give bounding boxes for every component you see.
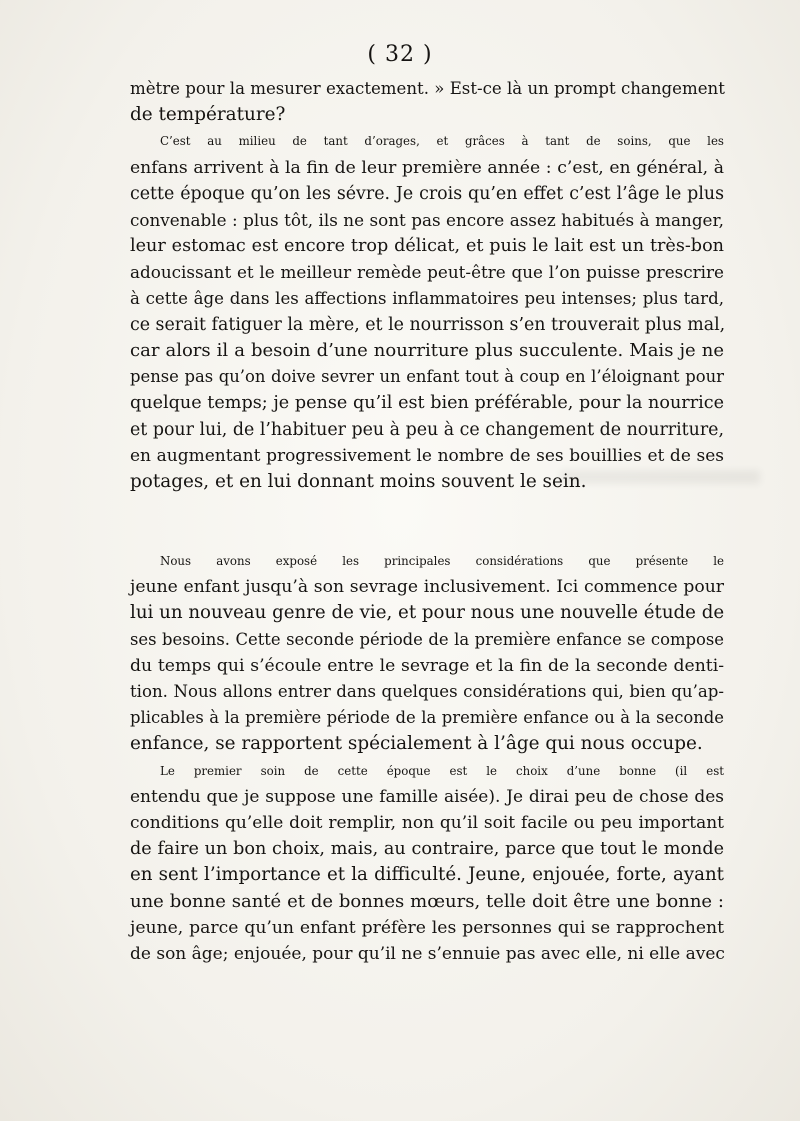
text-line: et pour lui, de l’habituer peu à peu à ce changement de nourriture, xyxy=(130,419,724,440)
text-line: tion. Nous allons entrer dans quelques considérations qui, bien qu’ap- xyxy=(130,682,724,702)
text-line: en sent l’importance et la difficulté. Jeune, enjouée, forte, ayant xyxy=(130,864,724,886)
text-line: C’est au milieu de tant d’orages, et grâces à tant de soins, que les xyxy=(160,134,724,149)
text-line: entendu que je suppose une famille aisée). Je dirai peu de chose des xyxy=(130,786,724,807)
text-line: adoucissant et le meilleur remède peut-être que l’on puisse prescrire xyxy=(130,262,724,283)
text-line: convenable : plus tôt, ils ne sont pas encore assez habitués à manger, xyxy=(130,210,724,231)
text-line: Le premier soin de cette époque est le choix d’une bonne (il est xyxy=(160,763,724,778)
text-line: lui un nouveau genre de vie, et pour nous une nouvelle étude de xyxy=(130,602,725,624)
text-line: à cette âge dans les affections inflammatoires peu intenses; plus tard, xyxy=(130,288,724,308)
text-line: cette époque qu’on les sévre. Je crois qu’en effet c’est l’âge le plus xyxy=(130,183,724,204)
text-line: de faire un bon choix, mais, au contraire, parce que tout le monde xyxy=(130,839,724,860)
text-line: de température? xyxy=(130,104,286,126)
page-number: ( 32 ) xyxy=(367,42,433,67)
text-line: une bonne santé et de bonnes mœurs, telle doit être une bonne : xyxy=(130,890,724,912)
text-line: Nous avons exposé les principales considérations que présente le xyxy=(160,554,724,568)
text-line: car alors il a besoin d’une nourriture plus succulente. Mais je ne xyxy=(130,340,724,362)
text-line: ce serait fatiguer la mère, et le nourrisson s’en trouverait plus mal, xyxy=(130,314,726,335)
paragraph-block-1 xyxy=(130,76,724,495)
text-line: conditions qu’elle doit remplir, non qu’il soit facile ou peu important xyxy=(130,813,724,834)
text-line: plicables à la première période de la première enfance ou à la seconde xyxy=(130,708,724,728)
text-line: mètre pour la mesurer exactement. » Est-ce là un prompt changement xyxy=(130,79,725,98)
text-line: enfans arrivent à la fin de leur première année : c’est, en général, à xyxy=(130,157,724,178)
text-line: pense pas qu’on doive sevrer un enfant tout à coup en l’éloignant pour xyxy=(130,367,724,387)
text-line: leur estomac est encore trop délicat, et puis le lait est un très-bon xyxy=(130,236,724,257)
text-line: ses besoins. Cette seconde période de la première enfance se compose xyxy=(130,629,724,649)
text-line: de son âge; enjouée, pour qu’il ne s’ennuie pas avec elle, ni elle avec xyxy=(130,944,725,965)
text-line: jeune enfant jusqu’à son sevrage inclusivement. Ici commence pour xyxy=(130,577,724,598)
paragraph-block-2 xyxy=(130,548,724,967)
text-line: jeune, parce qu’un enfant préfère les personnes qui se rapprochent xyxy=(130,917,724,938)
text-line: enfance, se rapportent spécialement à l’âge qui nous occupe. xyxy=(130,733,703,755)
text-line: en augmentant progressivement le nombre de ses bouillies et de ses xyxy=(130,445,724,466)
text-line: quelque temps; je pense qu’il est bien préférable, pour la nourrice xyxy=(130,393,724,414)
text-line: potages, et en lui donnant moins souvent le sein. xyxy=(130,471,587,493)
text-line: du temps qui s’écoule entre le sevrage et la fin de la seconde denti- xyxy=(130,655,724,676)
